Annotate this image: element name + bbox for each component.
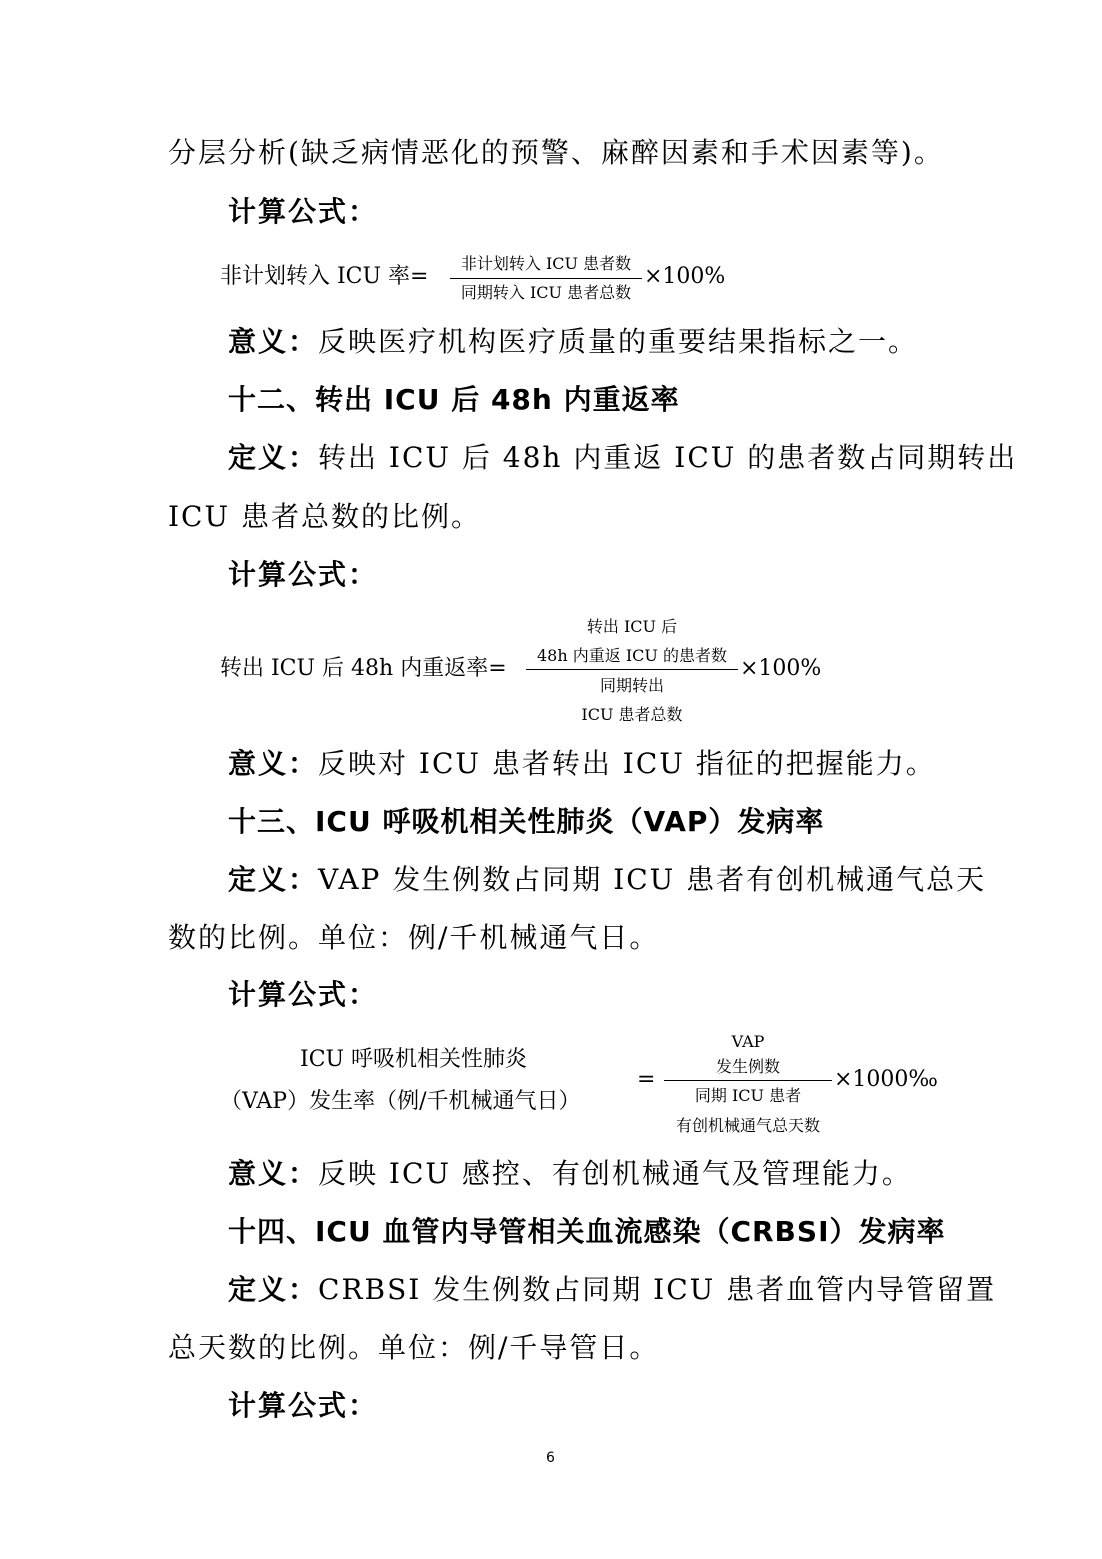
fraction-bar [526, 669, 738, 670]
definition-continuation: 数的比例。单位：例/千机械通气日。 [168, 921, 660, 954]
formula-denominator: 同期转入 ICU 患者总数 [460, 283, 632, 302]
formula-multiplier: ×1000‰ [834, 1067, 938, 1092]
section-heading: 十二、转出 ICU 后 48h 内重返率 [228, 383, 680, 416]
formula-lhs: 非计划转入 ICU 率= [220, 264, 429, 289]
page-number: 6 [546, 1450, 555, 1466]
formula-numerator-line1: VAP [731, 1032, 765, 1051]
formula-label: 计算公式： [228, 558, 379, 591]
body-text-line: 分层分析(缺乏病情恶化的预警、麻醉因素和手术因素等)。 [168, 136, 944, 169]
formula-denominator-line2: ICU 患者总数 [581, 705, 683, 724]
meaning-label: 意义： [228, 325, 319, 358]
formula-label: 计算公式： [228, 195, 379, 228]
meaning-paragraph [228, 1154, 912, 1195]
definition-text: 转出 ICU 后 48h 内重返 ICU 的患者数占同期转出 [318, 441, 1018, 474]
definition-paragraph [228, 1270, 996, 1311]
formula-numerator: 非计划转入 ICU 患者数 [460, 254, 632, 273]
section-heading: 十三、ICU 呼吸机相关性肺炎（VAP）发病率 [228, 805, 825, 838]
definition-text: CRBSI 发生例数占同期 ICU 患者血管内导管留置 [318, 1273, 997, 1306]
section-heading: 十四、ICU 血管内导管相关血流感染（CRBSI）发病率 [228, 1215, 946, 1248]
definition-text: VAP 发生例数占同期 ICU 患者有创机械通气总天 [318, 863, 987, 896]
formula-multiplier: ×100% [740, 656, 822, 681]
formula-numerator-line2: 发生例数 [715, 1057, 780, 1076]
formula-denominator-line2: 有创机械通气总天数 [675, 1116, 820, 1135]
formula-equals: = [637, 1067, 656, 1092]
definition-paragraph [228, 860, 986, 901]
definition-label: 定义： [228, 441, 319, 474]
meaning-label: 意义： [228, 747, 319, 780]
formula-multiplier: ×100% [644, 264, 726, 289]
meaning-paragraph [228, 744, 936, 785]
formula-label: 计算公式： [228, 1389, 379, 1422]
meaning-text: 反映 ICU 感控、有创机械通气及管理能力。 [318, 1157, 912, 1190]
definition-label: 定义： [228, 863, 319, 896]
formula-denominator-line1: 同期 ICU 患者 [694, 1086, 802, 1105]
meaning-label: 意义： [228, 1157, 319, 1190]
formula-lhs-line1: ICU 呼吸机相关性肺炎 [300, 1047, 528, 1072]
formula-lhs-line2: （VAP）发生率（例/千机械通气日） [220, 1089, 581, 1114]
definition-label: 定义： [228, 1273, 319, 1306]
definition-continuation: ICU 患者总数的比例。 [168, 500, 481, 533]
formula-label: 计算公式： [228, 978, 379, 1011]
fraction-bar [450, 278, 642, 279]
formula-lhs: 转出 ICU 后 48h 内重返率= [220, 656, 507, 681]
meaning-text: 反映对 ICU 患者转出 ICU 指征的把握能力。 [318, 747, 936, 780]
fraction-bar [664, 1080, 832, 1081]
meaning-text: 反映医疗机构医疗质量的重要结果指标之一。 [318, 325, 919, 358]
meaning-paragraph [228, 322, 918, 363]
definition-continuation: 总天数的比例。单位：例/千导管日。 [168, 1331, 660, 1364]
formula-numerator-line1: 转出 ICU 后 [586, 617, 678, 636]
definition-paragraph [228, 438, 1017, 479]
formula-numerator-line2: 48h 内重返 ICU 的患者数 [537, 646, 727, 665]
formula-denominator-line1: 同期转出 [599, 676, 664, 695]
